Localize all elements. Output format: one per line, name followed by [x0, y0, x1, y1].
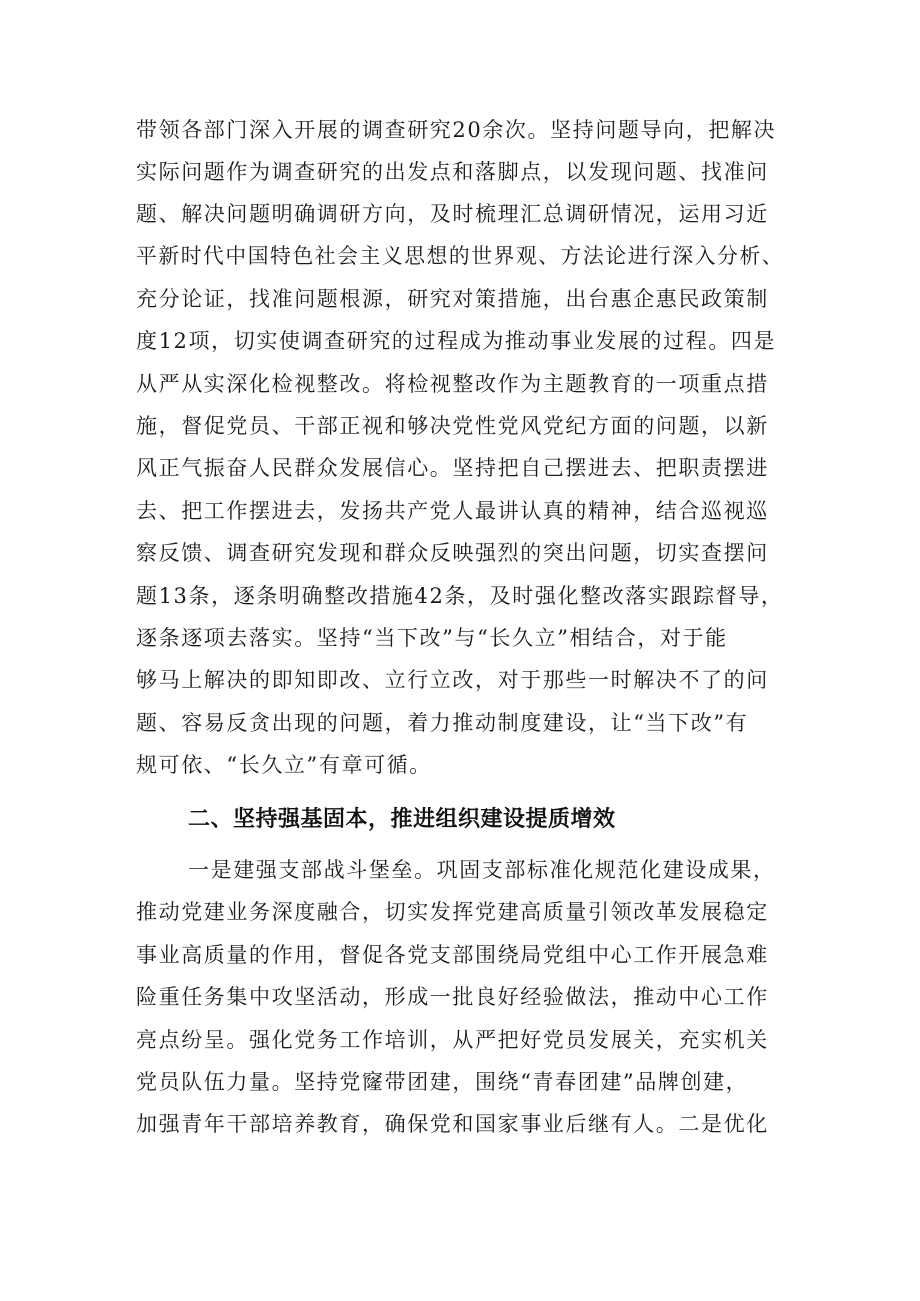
paragraph-1-line: 逐条逐项去落实。坚持“当下改”与“长久立”相结合，对于能	[136, 626, 728, 650]
paragraph-1-line: 题、解决问题明确调研方向，及时梳理汇总调研情况，运用习近	[136, 202, 769, 226]
paragraph-1-line: 去、把工作摆进去，发扬共产党人最讲认真的精神，结合巡视巡	[136, 499, 769, 523]
paragraph-2-line: 险重任务集中攻坚活动，形成一批良好经验做法，推动中心工作	[136, 985, 769, 1009]
paragraph-1-line: 够马上解决的即知即改、立行立改，对于那些一时解决不了的问	[136, 668, 769, 692]
paragraph-2-line: 一是建强支部战斗堡垒。巩固支部标准化规范化建设成果，	[188, 858, 776, 882]
paragraph-1-line: 从严从实深化检视整改。将检视整改作为主题教育的一项重点措	[136, 372, 769, 396]
paragraph-2-line: 事业高质量的作用，督促各党支部围绕局党组中心工作开展急难	[136, 943, 769, 967]
paragraph-1-line: 规可依、“长久立”有章可循。	[136, 753, 432, 777]
paragraph-1-line: 充分论证，找准问题根源，研究对策措施，出台惠企惠民政策制	[136, 287, 769, 311]
paragraph-1-line: 察反馈、调查研究发现和群众反映强烈的突出问题，切实查摆问	[136, 541, 769, 565]
paragraph-2-line: 党员队伍力量。坚持党窿带团建，围绕“青春团建”品牌创建，	[136, 1070, 749, 1094]
paragraph-1-line: 平新时代中国特色社会主义思想的世界观、方法论进行深入分析、	[136, 244, 785, 268]
section-heading: 二、坚持强基固本，推进组织建设提质增效	[188, 807, 616, 832]
paragraph-2-line: 加强青年干部培养教育，确保党和国家事业后继有人。二是优化	[136, 1112, 769, 1136]
paragraph-1-line: 实际问题作为调查研究的出发点和落脚点，以发现问题、找准问	[136, 160, 769, 184]
paragraph-1-line: 带领各部门深入开展的调查研究20余次。坚持问题导向，把解决	[136, 118, 777, 142]
paragraph-1-line: 题、容易反贪出现的问题，着力推动制度建设，让“当下改”有	[136, 711, 749, 735]
paragraph-2-line: 亮点纷呈。强化党务工作培训，从严把好党员发展关，充实机关	[136, 1028, 769, 1052]
paragraph-1-line: 题13条，逐条明确整改措施42条，及时强化整改落实跟踪督导，	[136, 584, 784, 608]
paragraph-2-line: 推动党建业务深度融合，切实发挥党建高质量引领改革发展稳定	[136, 900, 769, 924]
paragraph-1-line: 施，督促党员、干部正视和够决党性党风党纪方面的问题，以新	[136, 414, 769, 438]
paragraph-1-line: 风正气振奋人民群众发展信心。坚持把自己摆进去、把职责摆进	[136, 456, 769, 480]
paragraph-1-line: 度12项，切实使调查研究的过程成为推动事业发展的过程。四是	[136, 329, 777, 353]
